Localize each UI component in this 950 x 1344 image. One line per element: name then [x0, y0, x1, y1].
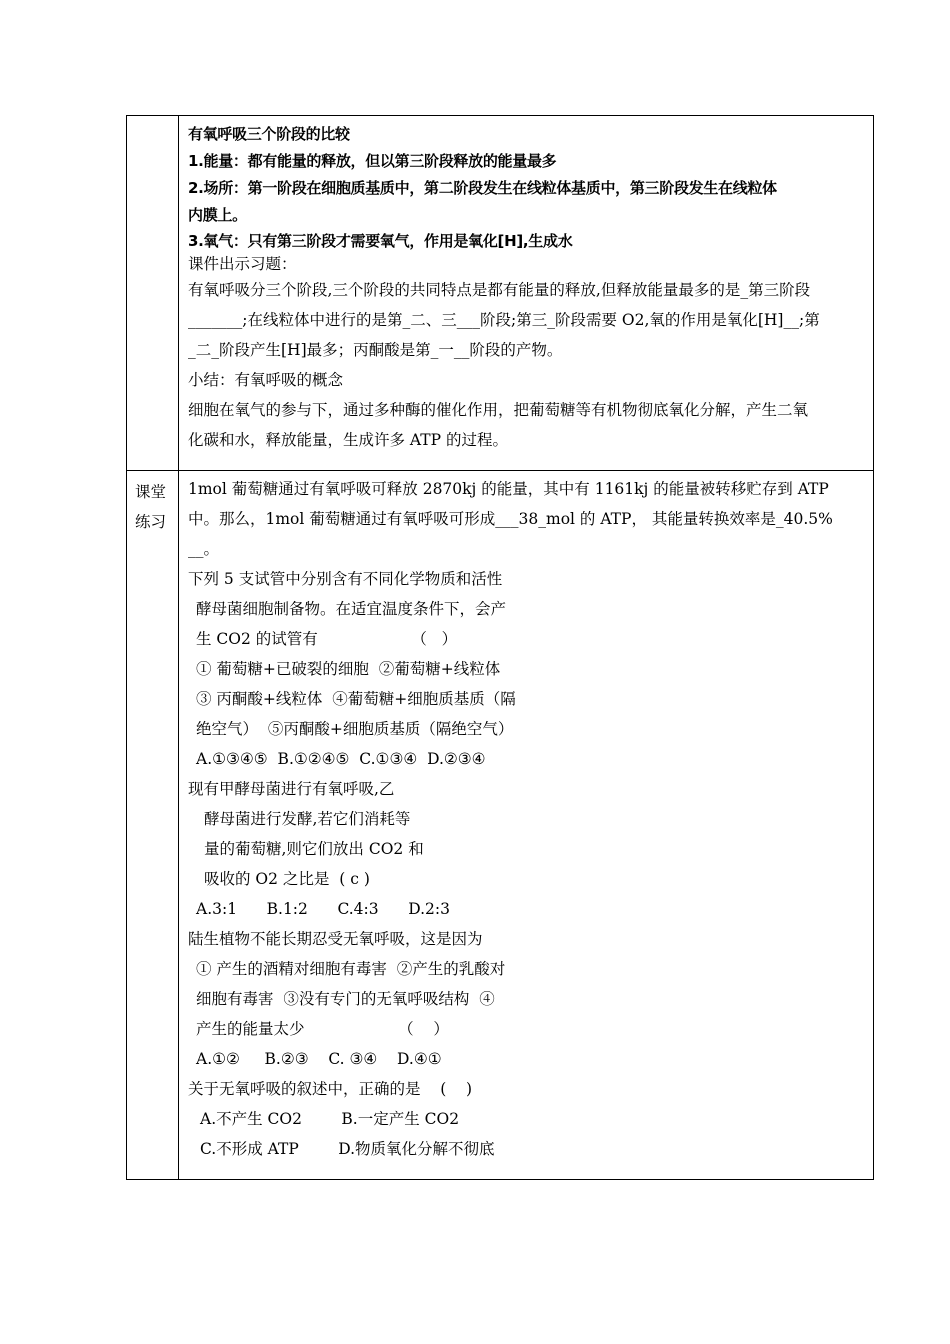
text-line: _二_阶段产生[H]最多；丙酮酸是第_一__阶段的产物。 — [188, 341, 563, 359]
summary-title: 小结：有氧呼吸的概念 — [188, 371, 344, 389]
text-line: 酵母菌进行发酵,若它们消耗等 — [204, 810, 411, 828]
answer-options: C.不形成 ATP D.物质氧化分解不彻底 — [200, 1140, 495, 1158]
text-line: 酵母菌细胞制备物。在适宜温度条件下，会产 — [196, 600, 507, 618]
text-line: 现有甲酵母菌进行有氧呼吸,乙 — [188, 780, 395, 798]
table-row — [127, 471, 874, 1180]
text-line: 中。那么，1mol 葡萄糖通过有氧呼吸可形成___38_mol 的 ATP， 其能量转换效率是_40.5% — [188, 510, 833, 528]
text-line: ① 产生的酒精对细胞有毒害 ②产生的乳酸对 — [196, 960, 506, 978]
bold-line: 3.氧气：只有第三阶段才需要氧气，作用是氧化[H],生成水 — [188, 232, 573, 250]
answer-options: A.①② B.②③ C. ③④ D.④① — [196, 1050, 442, 1068]
answer-options: A.3:1 B.1:2 C.4:3 D.2:3 — [196, 900, 450, 918]
bold-line: 内膜上。 — [188, 206, 247, 224]
row-label — [127, 116, 178, 122]
text-line: 细胞有毒害 ③没有专门的无氧呼吸结构 ④ — [196, 990, 495, 1008]
answer-options: A.不产生 CO2 B.一定产生 CO2 — [200, 1110, 460, 1128]
text-line: ③ 丙酮酸+线粒体 ④葡萄糖+细胞质基质（隔 — [196, 690, 516, 708]
bold-line: 1.能量：都有能量的释放，但以第三阶段释放的能量最多 — [188, 152, 557, 170]
text-line: 产生的能量太少 （ ） — [196, 1020, 449, 1038]
text-line: 化碳和水，释放能量，生成许多 ATP 的过程。 — [188, 431, 508, 449]
courseware-intro: 课件出示习题： — [188, 255, 297, 273]
text-line: 生 CO2 的试管有 （ ） — [196, 630, 458, 648]
row-label-cell — [127, 116, 179, 471]
text-line: __。 — [188, 540, 220, 558]
lesson-table — [126, 115, 874, 1180]
section-heading: 有氧呼吸三个阶段的比较 — [188, 125, 350, 143]
text-line: 陆生植物不能长期忍受无氧呼吸，这是因为 — [188, 930, 483, 948]
text-line: 量的葡萄糖,则它们放出 CO2 和 — [204, 840, 424, 858]
row-label-cell — [127, 471, 179, 1180]
text-line: 吸收的 O2 之比是 ( c ) — [204, 870, 370, 888]
text-line: 1mol 葡萄糖通过有氧呼吸可释放 2870kj 的能量，其中有 1161kj 的能量被转移贮存到 ATP — [188, 480, 829, 498]
table-row — [127, 116, 874, 471]
bold-line: 2.场所：第一阶段在细胞质基质中，第二阶段发生在线粒体基质中，第三阶段发生在线粒体 — [188, 179, 777, 197]
row-content-cell — [179, 471, 874, 1180]
text-line: 细胞在氧气的参与下，通过多种酶的催化作用，把葡萄糖等有机物彻底氧化分解，产生二氧 — [188, 401, 809, 419]
answer-options: A.①③④⑤ B.①②④⑤ C.①③④ D.②③④ — [196, 750, 486, 768]
text-line: _______;在线粒体中进行的是第_二、三___阶段;第三_阶段需要 O2,氧的作用是氧化[H]__;第 — [188, 311, 820, 329]
row-content-cell — [179, 116, 874, 471]
text-line: ① 葡萄糖+已破裂的细胞 ②葡萄糖+线粒体 — [196, 660, 501, 678]
row-label: 课堂 练习 — [135, 483, 167, 531]
text-line: 绝空气） ⑤丙酮酸+细胞质基质（隔绝空气） — [196, 720, 514, 738]
text-line: 下列 5 支试管中分别含有不同化学物质和活性 — [188, 570, 503, 588]
text-line: 有氧呼吸分三个阶段,三个阶段的共同特点是都有能量的释放,但释放能量最多的是_第三阶段 — [188, 281, 811, 299]
text-line: 关于无氧呼吸的叙述中，正确的是 ( ) — [188, 1080, 473, 1098]
